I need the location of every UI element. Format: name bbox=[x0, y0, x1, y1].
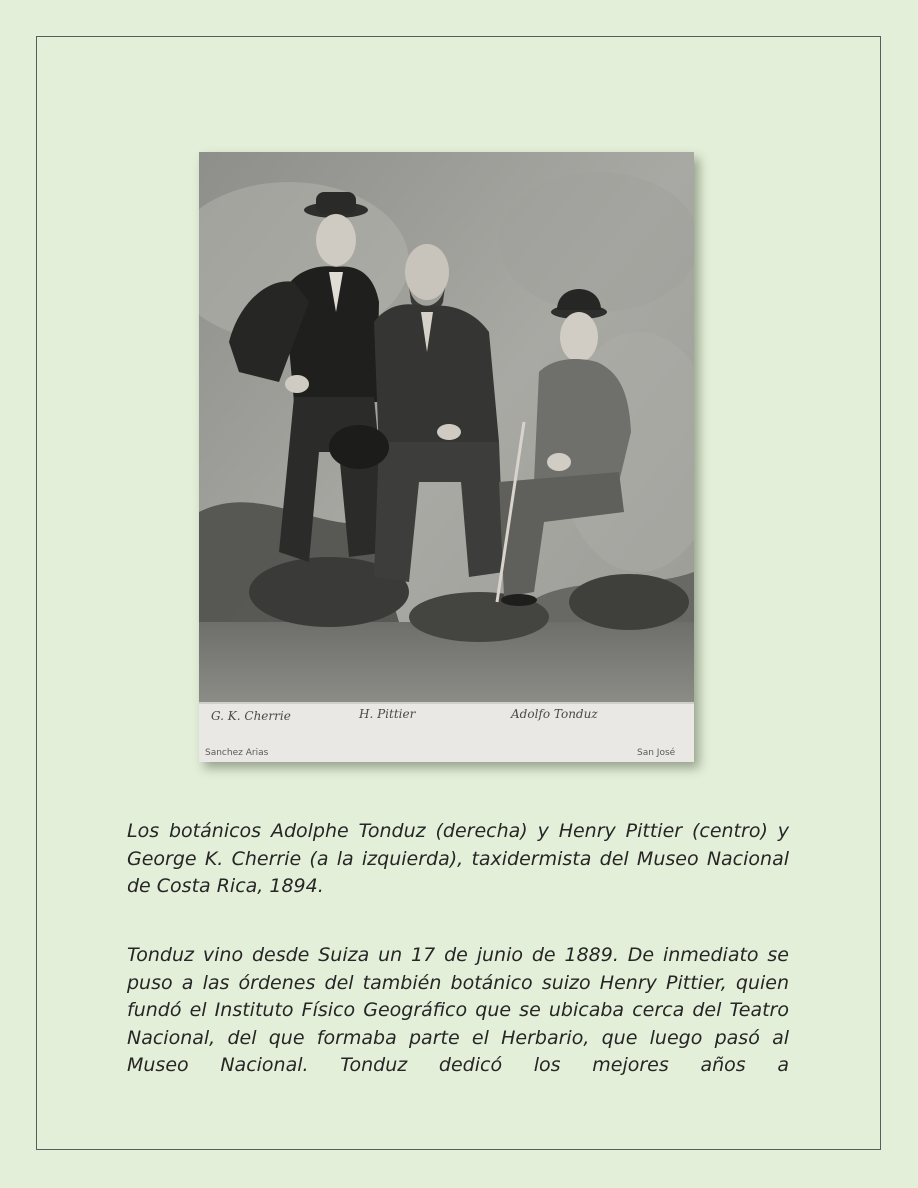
historical-photo bbox=[199, 152, 694, 762]
location-imprint: San José bbox=[637, 748, 676, 758]
signature-cherrie: G. K. Cherrie bbox=[211, 709, 291, 723]
photographer-imprint: Sanchez Arias bbox=[205, 748, 269, 758]
signature-tonduz: Adolfo Tonduz bbox=[511, 707, 598, 721]
photo-caption: Los botánicos Adolphe Tonduz (derecha) y Henry Pittier (centro) y George K. Cherrie (a la izquierda), taxidermista del Museo Nacional de Costa Rica, 1894. bbox=[127, 820, 789, 897]
body-paragraph: Tonduz vino desde Suiza un 17 de junio de 1889. De inmediato se puso a las órdenes del también botánico suizo Henry Pittier, quien fundó el Instituto Físico Geográfico que se ubicaba cerca del Teatro Nacional, del que formaba parte el Herbario, que luego pasó al Museo Nacional. Tonduz dedicó los mejores años a bbox=[127, 944, 789, 1076]
signature-pittier: H. Pittier bbox=[359, 707, 416, 721]
